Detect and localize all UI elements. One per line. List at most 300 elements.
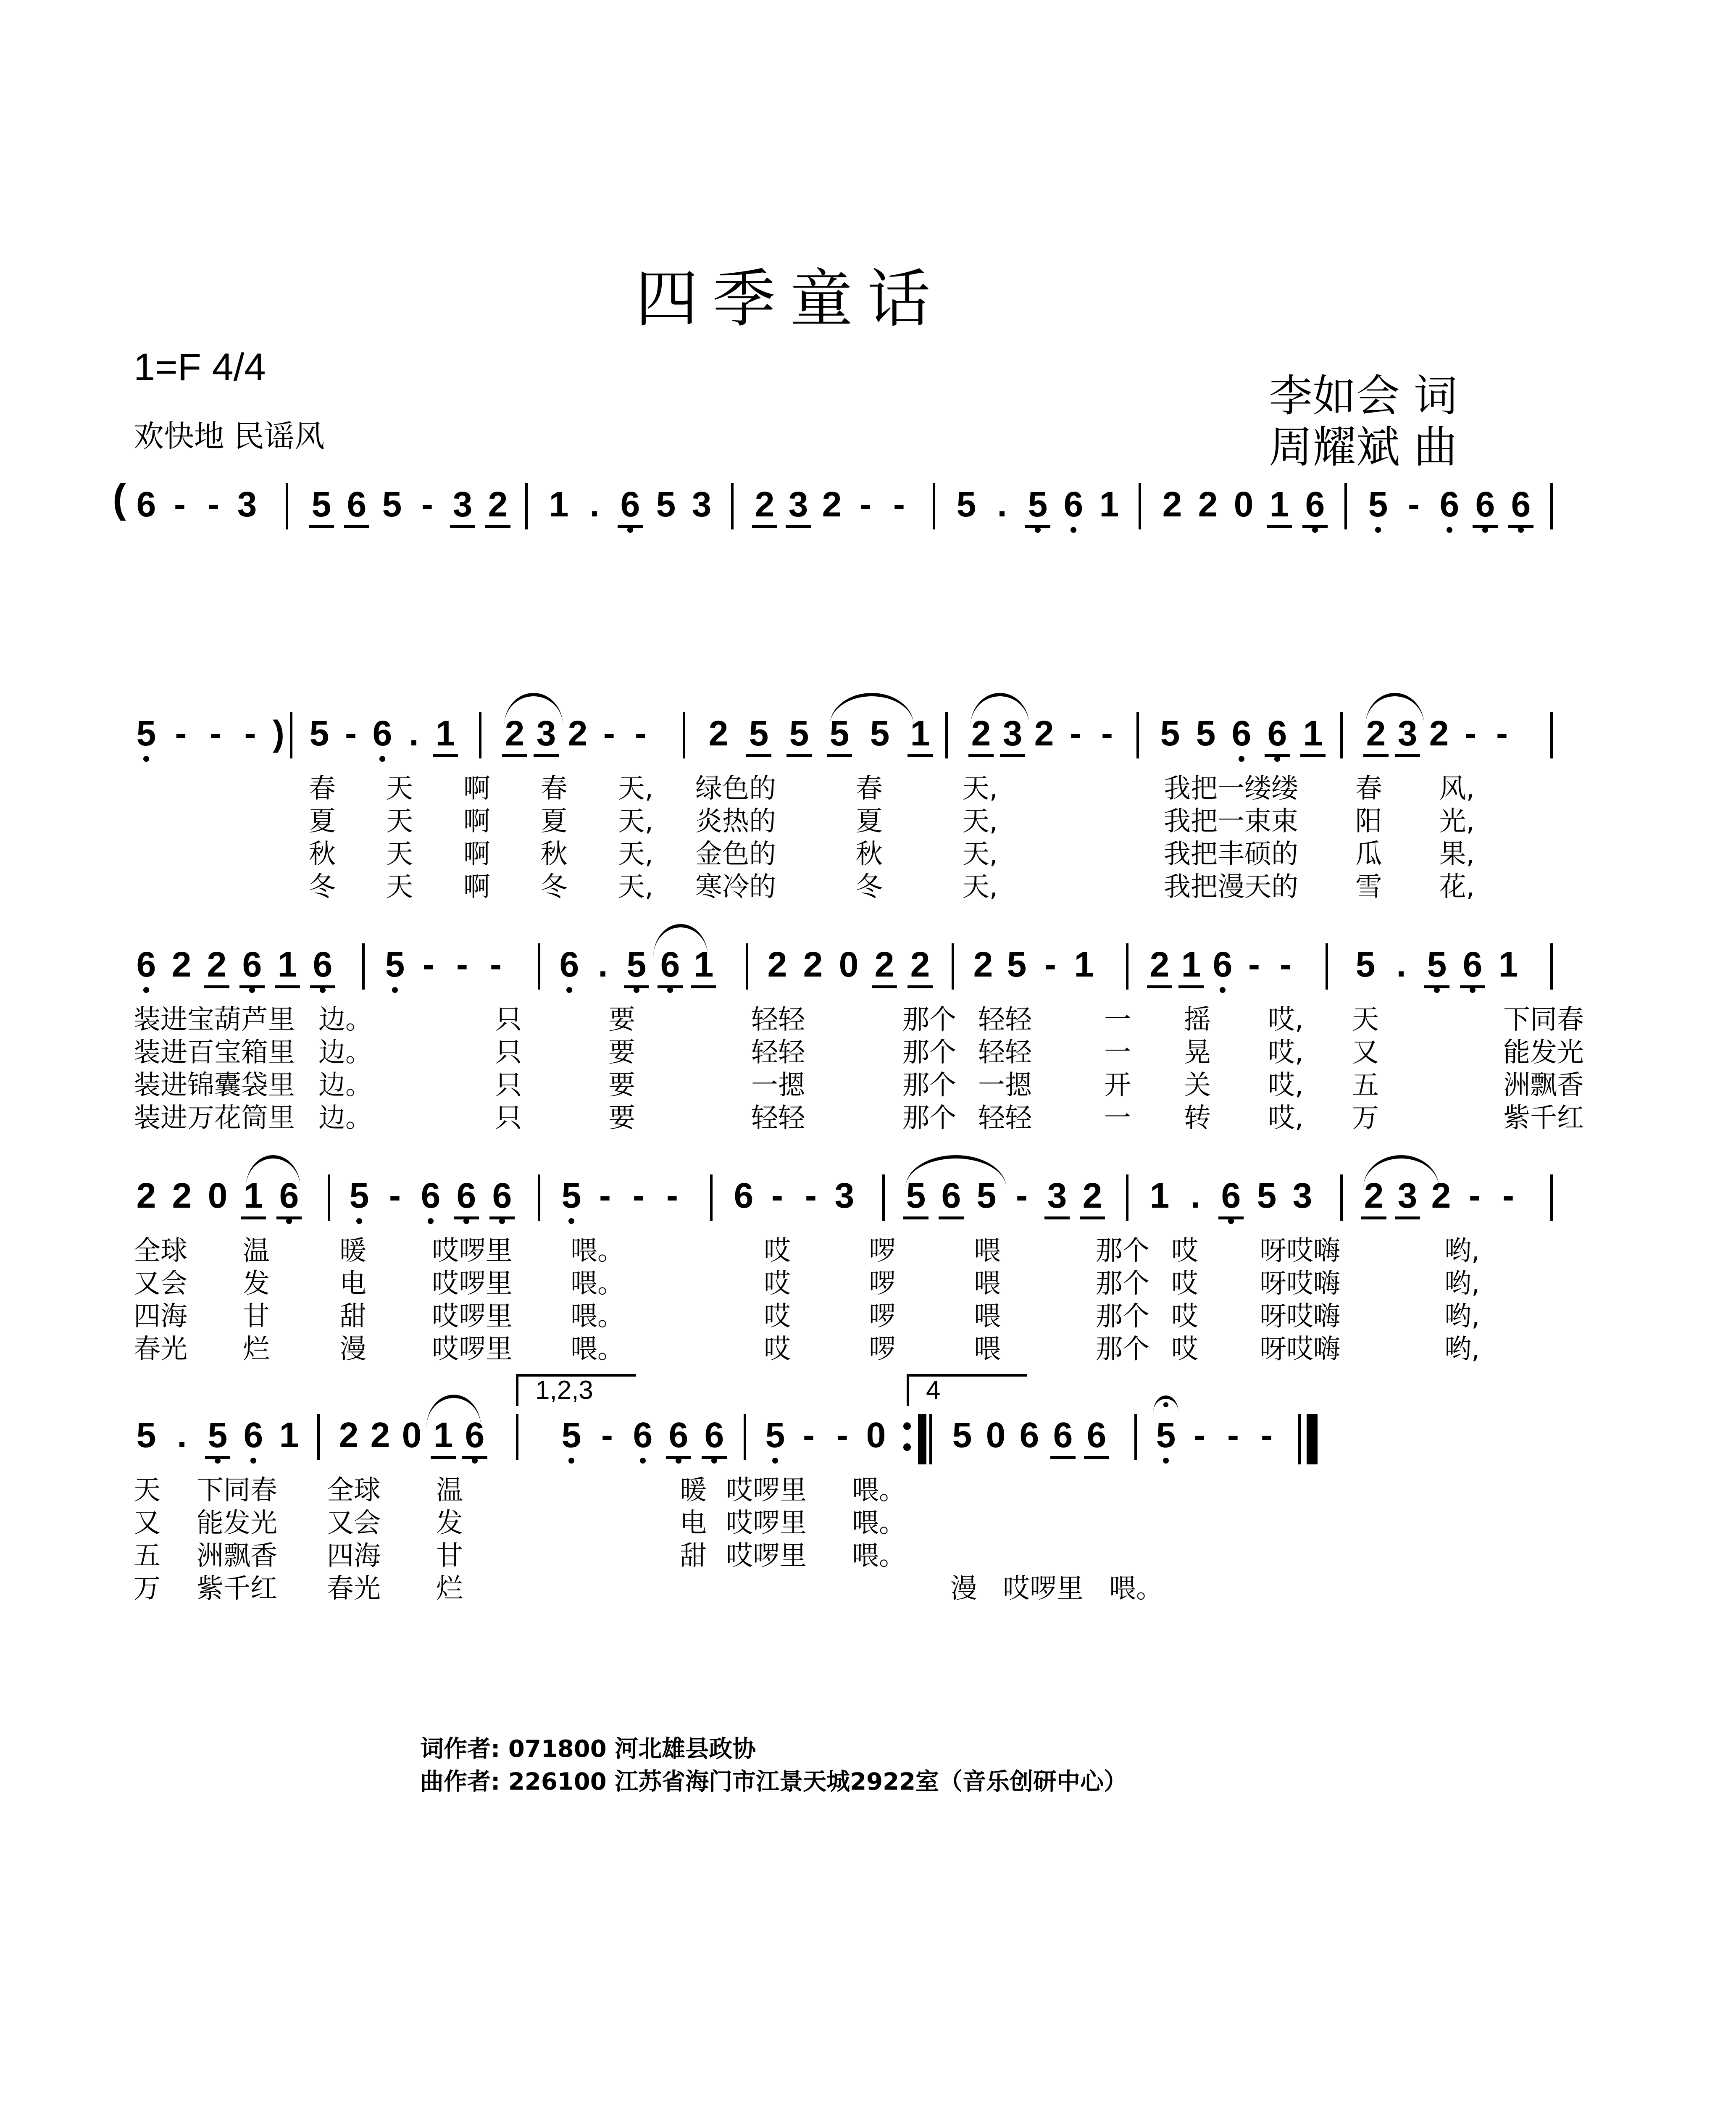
measure (763, 1414, 889, 1473)
note: 6 (1508, 483, 1533, 528)
note: 5 (1196, 713, 1216, 753)
lyric: 啊 (463, 839, 490, 870)
lyric: 我把丰硕的 (1164, 839, 1298, 870)
lyric: 漫 (339, 1334, 366, 1365)
note: . (598, 945, 608, 984)
barline (1126, 1174, 1128, 1221)
lyric-line (134, 1069, 1584, 1102)
lyric: 要 (608, 1103, 635, 1134)
note: 6 (1084, 1414, 1109, 1459)
note: 2 (708, 713, 729, 753)
note: - (345, 713, 357, 753)
lyric: 要 (608, 1004, 635, 1035)
lyric: 我把一束束 (1164, 806, 1298, 837)
lyric-line (1164, 772, 1475, 805)
barline (1550, 712, 1553, 758)
note: 5 (976, 1176, 997, 1215)
measure (134, 1174, 302, 1233)
note: - (421, 484, 433, 524)
lyric: 一 (1104, 1004, 1131, 1035)
measure (1365, 483, 1533, 542)
note: 3 (534, 712, 559, 757)
note: 2 (803, 945, 823, 984)
lyric: 哎 (764, 1334, 791, 1365)
lyric: 哎 (1171, 1334, 1198, 1365)
lyric-line (1164, 871, 1475, 903)
lyric (852, 1572, 894, 1605)
note: 0 (402, 1415, 422, 1455)
lyric (680, 1572, 726, 1605)
note: 2 (204, 943, 229, 988)
lyric: 只 (495, 1037, 522, 1068)
note: 3 (1395, 712, 1420, 757)
note: 1 (691, 943, 716, 988)
note: 1 (1300, 712, 1326, 757)
lyric: 喂。 (852, 1508, 906, 1539)
lyric: 夏 (309, 806, 336, 837)
note: 2 (370, 1415, 390, 1455)
lyric: 那个 (902, 1004, 956, 1035)
note: 0 (839, 945, 859, 984)
lyric: 紫千红 (197, 1573, 277, 1604)
lyric: 甘 (243, 1301, 270, 1332)
note: 5 (205, 1414, 230, 1459)
note: 5 (952, 1415, 972, 1455)
ending-lyric: 漫 哎啰里 喂。 (950, 1573, 1163, 1604)
lyric: 全球 (327, 1475, 381, 1506)
lyric: 边。 (318, 1004, 372, 1035)
lyric: 天, (618, 871, 653, 903)
note: 1 (1149, 1176, 1170, 1215)
note: . (589, 484, 600, 524)
note: 5 (382, 943, 408, 985)
note: 5 (134, 712, 159, 754)
note: . (409, 713, 419, 753)
note: 5 (1365, 483, 1391, 525)
barline (710, 1174, 713, 1221)
composer-credit: 周耀斌 曲 (1269, 421, 1458, 473)
measure (382, 943, 508, 1002)
lyric: 轻轻 (978, 1037, 1032, 1068)
lyric: 电 (680, 1508, 707, 1539)
lyric: 甜 (680, 1540, 707, 1572)
system-1 (0, 483, 1736, 567)
note: - (174, 484, 186, 524)
lyric: 那个 (902, 1037, 956, 1068)
lyric: 边。 (318, 1037, 372, 1068)
lyric-line (309, 772, 653, 805)
note: 2 (1147, 943, 1172, 988)
barline (1340, 712, 1343, 758)
note: - (1408, 484, 1420, 524)
note: - (893, 484, 905, 524)
note: - (1070, 713, 1081, 753)
lyric: 我把漫天的 (1164, 871, 1298, 903)
lyric: 温 (436, 1475, 463, 1506)
lyric: 啊 (463, 806, 490, 837)
note: - (603, 713, 615, 753)
note: 2 (485, 483, 510, 528)
lyric: 四海 (327, 1540, 381, 1572)
lyric: 喂。 (571, 1301, 624, 1332)
lyric: 又会 (327, 1508, 381, 1539)
measure (309, 483, 510, 542)
note: 5 (1355, 945, 1376, 984)
note: 6 (1210, 943, 1235, 985)
lyric: 哎啰里 (726, 1540, 807, 1572)
measure (1361, 1174, 1521, 1233)
measure (765, 943, 933, 1002)
note: - (666, 1176, 678, 1215)
lyric (726, 1572, 852, 1605)
note: - (803, 1415, 815, 1455)
note: 6 (418, 1174, 443, 1216)
note: 6 (734, 1176, 754, 1215)
barline (746, 943, 748, 990)
lyric: 轻轻 (751, 1004, 805, 1035)
measure (1353, 943, 1521, 1002)
note: 2 (502, 712, 527, 757)
measure (1157, 712, 1326, 771)
note: 5 (559, 1174, 584, 1216)
barline (290, 712, 292, 758)
measure (1147, 1174, 1315, 1233)
lyric: 天 (134, 1475, 160, 1506)
note: 6 (702, 1414, 727, 1459)
lyric-line (695, 838, 998, 871)
lyric: 喂 (974, 1235, 1001, 1266)
note: 5 (746, 712, 771, 757)
barline (1550, 483, 1553, 529)
lyric: 天, (962, 839, 998, 870)
note: - (210, 713, 221, 753)
note: 3 (237, 484, 257, 524)
barline (1139, 483, 1141, 529)
measure (559, 1414, 727, 1473)
lyric: 那个 (1096, 1334, 1149, 1365)
barline (933, 483, 935, 529)
lyric: 边。 (318, 1103, 372, 1134)
note: 6 (1229, 712, 1254, 754)
lyric: 装进宝葫芦里 (134, 1004, 295, 1035)
lyric-line (134, 1036, 1584, 1069)
note: 6 (134, 943, 159, 985)
note: 3 (1000, 712, 1025, 757)
lyric: 天 (1352, 1004, 1379, 1035)
measure (968, 712, 1120, 771)
lyric: 洲飘香 (1503, 1070, 1584, 1101)
lyric: 啰 (869, 1301, 896, 1332)
lyric: 下同春 (197, 1475, 277, 1506)
measure (950, 1414, 1109, 1473)
lyric: 喂 (974, 1301, 1001, 1332)
lyric: 秋 (855, 839, 883, 870)
note: 5 (624, 943, 649, 988)
note: 5 (956, 484, 976, 524)
lyric: 轻轻 (751, 1037, 805, 1068)
note: - (389, 1176, 401, 1215)
lyric: 五 (134, 1540, 160, 1572)
note: 5 (347, 1174, 372, 1216)
note: - (1496, 713, 1508, 753)
note: 0 (208, 1176, 228, 1215)
lyric: 天 (386, 806, 413, 837)
lyric-line (134, 1507, 906, 1540)
lyric: 天, (962, 871, 998, 903)
note: . (1396, 945, 1406, 984)
lyric: 天 (386, 839, 413, 870)
lyric: 冬 (309, 871, 336, 903)
lyric: 那个 (902, 1070, 956, 1101)
note: 2 (1198, 484, 1218, 524)
note: 2 (973, 945, 993, 984)
note: 5 (1007, 945, 1027, 984)
lyric: 烂 (436, 1573, 463, 1604)
note: - (836, 1415, 848, 1455)
lyric: 要 (608, 1037, 635, 1068)
lyric: 天, (962, 806, 998, 837)
lyric-line (134, 1333, 1533, 1366)
barline (317, 1414, 320, 1460)
lyric: 只 (495, 1004, 522, 1035)
lyric: 夏 (540, 806, 568, 837)
lyric: 烂 (243, 1334, 270, 1365)
note: 1 (1074, 945, 1094, 984)
lyric: 温 (243, 1235, 270, 1266)
lyric: 哎, (1268, 1103, 1304, 1134)
measure (731, 1174, 857, 1233)
barline (516, 1414, 518, 1460)
note: 2 (568, 713, 588, 753)
lyric: 绿色的 (695, 773, 776, 804)
note: 6 (462, 1414, 487, 1459)
lyric: 关 (1184, 1070, 1211, 1101)
note: 2 (1034, 713, 1054, 753)
lyric: 四海 (134, 1301, 187, 1332)
repeat-dots (903, 1422, 911, 1452)
lyric: 哎啰里 (432, 1301, 513, 1332)
lyric: 天, (962, 773, 998, 804)
lyric: 呀哎嗨 (1260, 1301, 1340, 1332)
note: 1 (1498, 945, 1518, 984)
note: - (635, 713, 647, 753)
lyric: 哟, (1444, 1301, 1480, 1332)
note: 6 (454, 1174, 479, 1219)
note: - (599, 1176, 611, 1215)
measure (336, 1414, 487, 1473)
measure (347, 1174, 515, 1233)
lyric: 又 (1352, 1037, 1379, 1068)
barline (1326, 943, 1328, 990)
barline (882, 1174, 885, 1221)
note: 6 (1460, 943, 1485, 988)
note: 6 (276, 1174, 302, 1219)
note: . (1190, 1176, 1200, 1215)
lyric: 哎, (1268, 1037, 1304, 1068)
note: - (1248, 945, 1260, 984)
note: 2 (136, 1176, 156, 1215)
lyric: 寒冷的 (695, 871, 776, 903)
volta-2-bracket: 4 (907, 1374, 1027, 1406)
note: 6 (1218, 1174, 1244, 1219)
note: - (771, 1176, 783, 1215)
barline (1126, 943, 1128, 990)
lyric: 天, (618, 773, 653, 804)
note: - (1280, 945, 1291, 984)
note: 1 (433, 712, 458, 757)
note: 6 (1265, 712, 1290, 757)
lyric: 装进万花筒里 (134, 1103, 295, 1134)
note: 1 (1099, 484, 1119, 524)
note: 0 (866, 1415, 886, 1455)
note: - (1465, 713, 1476, 753)
measure (971, 943, 1097, 1002)
barline (1340, 1174, 1343, 1221)
lyric: 边。 (318, 1070, 372, 1101)
barline (1344, 483, 1347, 529)
note: 6 (1302, 483, 1328, 528)
barline (479, 712, 481, 758)
barline (945, 712, 948, 758)
note: 2 (1429, 713, 1449, 753)
note: 5 (382, 484, 402, 524)
lyric: 哎 (764, 1235, 791, 1266)
note: - (1194, 1415, 1205, 1455)
lyric: 冬 (855, 871, 883, 903)
lyric: 哎啰里 (726, 1475, 807, 1506)
volta-1-bracket: 1,2,3 (516, 1374, 636, 1406)
fermata-icon (1153, 1395, 1178, 1412)
lyric: 紫千红 (1503, 1103, 1584, 1134)
lyric: 哟, (1444, 1235, 1480, 1266)
lyricist-address: 词作者: 071800 河北雄县政协 (420, 1735, 756, 1763)
lyric: 春光 (327, 1573, 381, 1604)
note: 2 (1363, 712, 1389, 757)
lyric-line (134, 1572, 848, 1605)
note: 1 (241, 1174, 266, 1219)
note: 2 (1080, 1174, 1105, 1219)
note: 0 (1234, 484, 1254, 524)
lyric: 哎啰里 (432, 1334, 513, 1365)
note: - (1261, 1415, 1273, 1455)
note: 5 (1025, 483, 1050, 528)
lyric: 哎 (764, 1268, 791, 1299)
note: 2 (172, 1176, 192, 1215)
note: 1 (431, 1414, 456, 1459)
note: 3 (834, 1176, 855, 1215)
note: 6 (1061, 483, 1086, 525)
note: 6 (1019, 1415, 1039, 1455)
note: - (1016, 1176, 1028, 1215)
lyric: 啰 (869, 1268, 896, 1299)
note: 6 (344, 483, 369, 528)
lyric-line (134, 1102, 1584, 1135)
tempo-marking: 欢快地 民谣风 (134, 419, 325, 454)
lyric: 全球 (134, 1235, 187, 1266)
measure (134, 1414, 302, 1473)
note: 6 (939, 1174, 964, 1219)
note: 2 (872, 943, 897, 988)
lyric-line (134, 1267, 1533, 1300)
lyric: 只 (495, 1103, 522, 1134)
barline (328, 1174, 330, 1221)
lyric: 花, (1439, 871, 1475, 903)
note: 2 (767, 945, 787, 984)
lyric: 暖 (680, 1475, 707, 1506)
lyric: 那个 (1096, 1301, 1149, 1332)
note: 5 (1160, 713, 1180, 753)
lyric-line (695, 805, 998, 838)
lyric: 那个 (902, 1103, 956, 1134)
barline (731, 483, 734, 529)
barline (286, 483, 288, 529)
lyric: 啰 (869, 1334, 896, 1365)
note: - (1101, 713, 1113, 753)
measure (706, 712, 933, 771)
note: 6 (1050, 1414, 1076, 1459)
note: - (208, 484, 219, 524)
lyric: 秋 (309, 839, 336, 870)
lyric: 甘 (436, 1540, 463, 1572)
note: 5 (309, 713, 329, 753)
note: 6 (618, 483, 643, 528)
lyric: 哟, (1444, 1268, 1480, 1299)
note: . (997, 484, 1007, 524)
lyric: 呀哎嗨 (1260, 1334, 1340, 1365)
lyric: 一 (1104, 1037, 1131, 1068)
note: - (601, 1415, 613, 1455)
note: 5 (1257, 1176, 1277, 1215)
measure (502, 712, 653, 771)
lyric: 光, (1439, 806, 1475, 837)
lyric: 喂 (974, 1334, 1001, 1365)
lyric: 果, (1439, 839, 1475, 870)
final-thick-barline (1307, 1414, 1318, 1464)
note: - (805, 1176, 817, 1215)
lyric: 炎热的 (695, 806, 776, 837)
note: 5 (870, 713, 890, 753)
lyric-line (695, 772, 998, 805)
lyric-line (309, 838, 653, 871)
lyric: 啊 (463, 871, 490, 903)
note: 3 (1292, 1176, 1313, 1215)
lyric: 能发光 (197, 1508, 277, 1539)
barline (744, 1414, 746, 1460)
lyric: 转 (1184, 1103, 1211, 1134)
lyric: 哎啰里 (432, 1268, 513, 1299)
note: - (423, 945, 434, 984)
lyric: 又 (134, 1508, 160, 1539)
lyric: 轻轻 (751, 1103, 805, 1134)
lyric: 暖 (339, 1235, 366, 1266)
measure (134, 712, 285, 771)
lyric: 又会 (134, 1268, 187, 1299)
lyric: 哎 (1171, 1235, 1198, 1266)
lyric: 万 (134, 1573, 160, 1604)
lyric: 喂。 (571, 1235, 624, 1266)
lyric: 金色的 (695, 839, 776, 870)
lyric: 阳 (1355, 806, 1382, 837)
note: - (1469, 1176, 1481, 1215)
note: 6 (1437, 483, 1462, 525)
lyric: 一 (1104, 1103, 1131, 1134)
lyric: 能发光 (1503, 1037, 1584, 1068)
lyric: 天, (618, 806, 653, 837)
note: 5 (136, 1415, 156, 1455)
lyric: 哎, (1268, 1070, 1304, 1101)
note: 1 (549, 484, 569, 524)
lyric: 要 (608, 1070, 635, 1101)
